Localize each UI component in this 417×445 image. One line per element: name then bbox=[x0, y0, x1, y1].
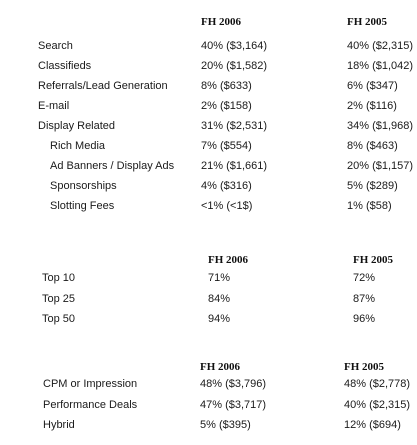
fh2006-value: 20% ($1,582) bbox=[201, 60, 268, 72]
table-row bbox=[0, 270, 417, 286]
table1-header-fh2006: FH 2006 bbox=[201, 16, 242, 28]
table-row bbox=[0, 376, 417, 392]
table-row bbox=[0, 291, 417, 307]
fh2005-value: 20% ($1,157) bbox=[347, 160, 414, 172]
table-row bbox=[0, 78, 417, 94]
fh2005-value: 40% ($2,315) bbox=[347, 40, 414, 52]
fh2005-value: 96% bbox=[353, 313, 376, 325]
fh2005-value: 48% ($2,778) bbox=[344, 378, 411, 390]
fh2006-value: <1% (<1$) bbox=[201, 200, 253, 212]
row-label: Hybrid bbox=[43, 419, 75, 431]
table-row bbox=[0, 38, 417, 54]
table-row bbox=[0, 158, 417, 174]
table-row bbox=[0, 178, 417, 194]
fh2005-value: 12% ($694) bbox=[344, 419, 401, 431]
fh2006-value: 48% ($3,796) bbox=[200, 378, 267, 390]
fh2005-value: 6% ($347) bbox=[347, 80, 398, 92]
table2-header-fh2005: FH 2005 bbox=[353, 254, 394, 266]
table2-header-fh2006: FH 2006 bbox=[208, 254, 249, 266]
table3-header-fh2006: FH 2006 bbox=[200, 361, 241, 373]
fh2006-value: 40% ($3,164) bbox=[201, 40, 268, 52]
fh2006-value: 47% ($3,717) bbox=[200, 398, 267, 411]
row-label: Top 50 bbox=[42, 313, 76, 325]
fh2006-value: 4% ($316) bbox=[201, 180, 252, 192]
table-row bbox=[0, 98, 417, 114]
table-row bbox=[0, 417, 417, 433]
fh2005-value: 40% ($2,315) bbox=[344, 398, 411, 411]
fh2006-value: 94% bbox=[208, 313, 231, 325]
fh2005-value: 72% bbox=[353, 272, 376, 284]
row-label: Display Related bbox=[38, 120, 116, 132]
fh2005-value: 2% ($116) bbox=[347, 100, 397, 112]
fh2005-value: 8% ($463) bbox=[347, 140, 398, 152]
fh2005-value: 87% bbox=[353, 292, 376, 305]
fh2006-value: 84% bbox=[208, 292, 231, 305]
table1-header-fh2005: FH 2005 bbox=[347, 16, 388, 28]
row-label: Ad Banners / Display Ads bbox=[50, 160, 175, 172]
fh2006-value: 8% ($633) bbox=[201, 80, 252, 92]
fh2006-value: 5% ($395) bbox=[200, 419, 251, 431]
row-label: Referrals/Lead Generation bbox=[38, 80, 168, 92]
fh2006-value: 31% ($2,531) bbox=[201, 120, 268, 132]
row-label: E-mail bbox=[38, 100, 70, 112]
row-label: Performance Deals bbox=[43, 398, 138, 411]
row-label: Slotting Fees bbox=[50, 200, 115, 212]
fh2006-value: 71% bbox=[208, 272, 231, 284]
fh2006-value: 7% ($554) bbox=[201, 140, 252, 152]
fh2006-value: 21% ($1,661) bbox=[201, 160, 268, 172]
table3-header-fh2005: FH 2005 bbox=[344, 361, 385, 373]
table-row bbox=[0, 397, 417, 413]
row-label: CPM or Impression bbox=[43, 378, 138, 390]
fh2005-value: 34% ($1,968) bbox=[347, 120, 414, 132]
table-row bbox=[0, 58, 417, 74]
row-label: Top 10 bbox=[42, 272, 76, 284]
row-label: Classifieds bbox=[38, 60, 92, 72]
fh2005-value: 1% ($58) bbox=[347, 200, 392, 212]
table-row bbox=[0, 138, 417, 154]
fh2006-value: 2% ($158) bbox=[201, 100, 252, 112]
table-row bbox=[0, 198, 417, 214]
row-label: Search bbox=[38, 40, 73, 52]
fh2005-value: 18% ($1,042) bbox=[347, 60, 414, 72]
row-label: Rich Media bbox=[50, 140, 106, 152]
fh2005-value: 5% ($289) bbox=[347, 180, 398, 192]
row-label: Top 25 bbox=[42, 292, 76, 305]
table-row bbox=[0, 118, 417, 134]
row-label: Sponsorships bbox=[50, 180, 117, 192]
table-row bbox=[0, 311, 417, 327]
